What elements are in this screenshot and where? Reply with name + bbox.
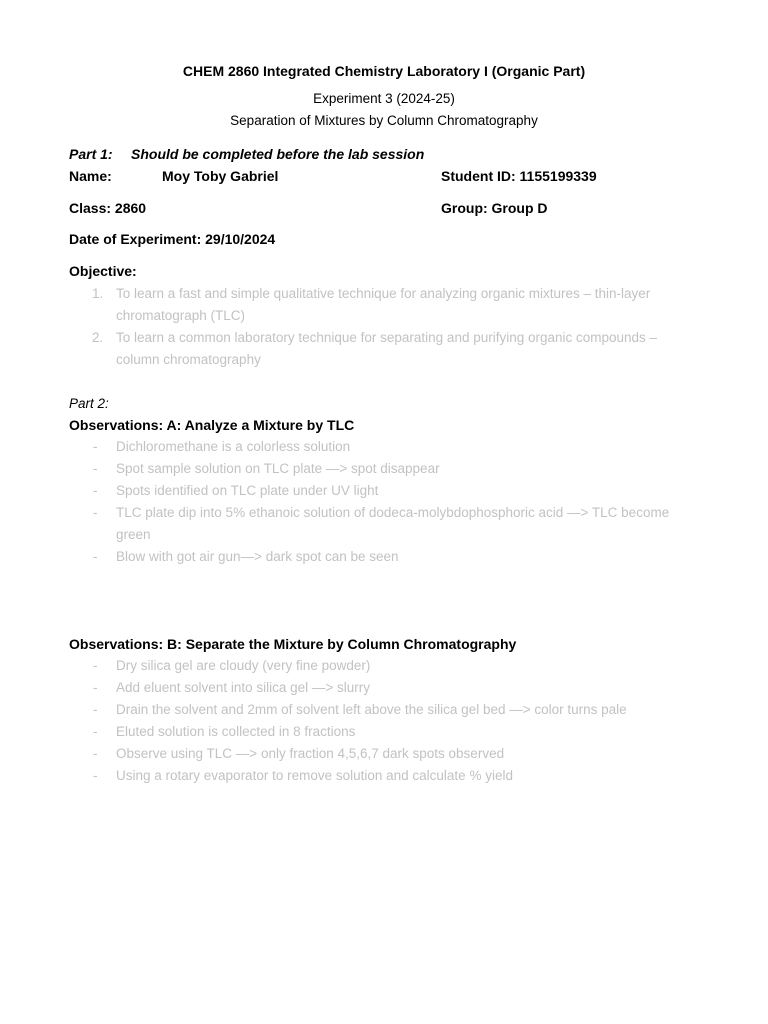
class-field: Class: 2860: [69, 200, 147, 216]
observations-b-heading: Observations: B: Separate the Mixture by Column Chromatography: [69, 636, 517, 652]
experiment-number: Experiment 3 (2024-25): [313, 91, 455, 106]
list-marker: 1.: [92, 286, 104, 301]
list-marker: -: [93, 461, 98, 476]
list-marker: -: [93, 549, 98, 564]
list-item: TLC plate dip into 5% ethanoic solution of dodeca-molybdophosphoric acid —> TLC become: [116, 505, 670, 520]
list-marker: -: [93, 658, 98, 673]
list-marker: 2.: [92, 330, 104, 345]
part1-note: Should be completed before the lab session: [131, 146, 425, 162]
objective-heading: Objective:: [69, 263, 137, 279]
list-marker: -: [93, 724, 98, 739]
list-marker: -: [93, 702, 98, 717]
experiment-date: Date of Experiment: 29/10/2024: [69, 231, 276, 247]
course-title: CHEM 2860 Integrated Chemistry Laboratory I (Organic Part): [182, 63, 586, 79]
list-item: Add eluent solvent into silica gel —> slurry: [116, 680, 371, 695]
list-item: Eluted solution is collected in 8 fractions: [116, 724, 356, 739]
student-id: Student ID: 1155199339: [441, 168, 597, 184]
list-item: Drain the solvent and 2mm of solvent left above the silica gel bed —> color turns pale: [116, 702, 627, 717]
list-marker: -: [93, 680, 98, 695]
list-item-continued: green: [116, 527, 151, 542]
list-item-continued: chromatograph (TLC): [116, 308, 246, 323]
experiment-subtitle: Separation of Mixtures by Column Chromatography: [230, 113, 538, 128]
list-item: To learn a fast and simple qualitative technique for analyzing organic mixtures – thin-layer: [116, 286, 651, 301]
list-item-continued: column chromatography: [116, 352, 261, 367]
list-item: Spots identified on TLC plate under UV light: [116, 483, 379, 498]
list-item: Spot sample solution on TLC plate —> spot disappear: [116, 461, 440, 476]
list-marker: -: [93, 505, 98, 520]
list-marker: -: [93, 746, 98, 761]
group-field: Group: Group D: [441, 200, 548, 216]
list-marker: -: [93, 483, 98, 498]
part1-label: Part 1:: [69, 146, 113, 162]
observations-a-heading: Observations: A: Analyze a Mixture by TLC: [69, 417, 355, 433]
list-item: Dry silica gel are cloudy (very fine powder): [116, 658, 371, 673]
name-value: Moy Toby Gabriel: [162, 168, 279, 184]
list-marker: -: [93, 768, 98, 783]
name-label: Name:: [69, 168, 112, 184]
list-marker: -: [93, 439, 98, 454]
list-item: Blow with got air gun—> dark spot can be seen: [116, 549, 399, 564]
part2-label: Part 2:: [69, 396, 109, 411]
list-item: To learn a common laboratory technique for separating and purifying organic compounds –: [116, 330, 658, 345]
list-item: Using a rotary evaporator to remove solution and calculate % yield: [116, 768, 513, 783]
list-item: Dichloromethane is a colorless solution: [116, 439, 351, 454]
list-item: Observe using TLC —> only fraction 4,5,6,7 dark spots observed: [116, 746, 505, 761]
